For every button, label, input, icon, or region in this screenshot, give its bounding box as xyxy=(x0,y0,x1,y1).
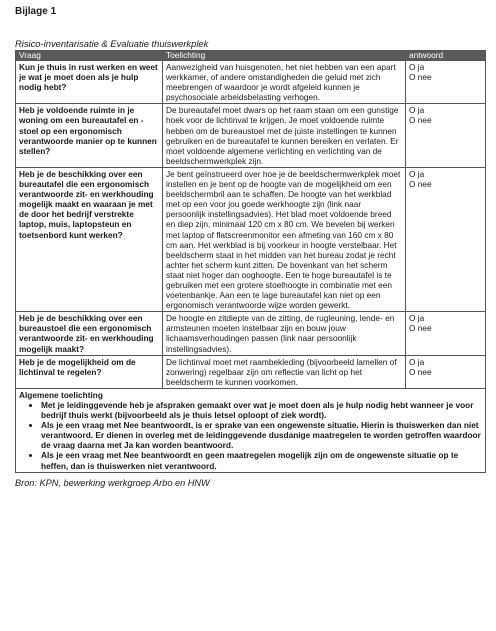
answer-cell xyxy=(406,167,486,311)
explanation-cell: Aanwezigheid van huisgenoten, het niet hebben van een apart werkkamer, of andere omstandigheden die geluid met zich meebrengen of waardoor je wordt afgeleid kunnen je psychosociale arbeidsbelasting verhogen. xyxy=(163,61,406,104)
table-row xyxy=(16,104,486,168)
answer-option-nee[interactable]: O nee xyxy=(409,366,432,377)
notes-title: Algemene toelichting xyxy=(19,389,103,400)
header-toelichting: Toelichting xyxy=(163,51,406,61)
explanation-cell: Je bent geïnstrueerd over hoe je de beeldschermwerkplek moet instellen en je bent op de hoogte van de mogelijkheid om een beeldschermbril aan te schaffen. De hoogte van het werkblad met op een voor jou goede werkhoogte zijn (link naar persoonlijk instellingsadvies). Het blad moet voldoende breed en diep zijn, minimaal 120 cm x 80 cm. We bevelen bij werken met laptop of flatscreenmonitor een afmeting van 160 cm x 80 cm aan. Het werkblad is bij voorkeur in hoogte verstelbaar. Het beeldscherm staat in het midden van het bureau zodat je recht achter het scherm kunt zitten. De bovenkant van het scherm staat niet hoger dan ooghoogte. Een te hoge bureautafel is te gebruiken met een grotere stoelhoogte in combinatie met een voetenbankje. Aan een te lage bureautafel kan niet op een ergonomisch verantwoorde wijze worden gewerkt. xyxy=(163,167,406,311)
answer-cell xyxy=(406,104,486,168)
page-heading: Bijlage 1 xyxy=(15,6,57,17)
general-notes-cell xyxy=(16,388,486,472)
explanation-cell: De lichtinval moet met raambekleding (bijvoorbeeld lamellen of zonwering) regelbaar zijn om reflectie van licht op het beeldscherm te kunnen voorkomen. xyxy=(163,355,406,388)
answer-cell xyxy=(406,312,486,355)
answer-option-ja[interactable]: O ja xyxy=(409,105,425,116)
notes-row xyxy=(16,388,486,472)
question-cell: Kun je thuis in rust werken en weet je wat je moet doen als je hulp nodig hebt? xyxy=(16,61,163,104)
source-note: Bron: KPN, bewerking werkgroep Arbo en HNW xyxy=(15,477,210,488)
note-item: • Als je een vraag met Nee beantwoordt en geen maatregelen mogelijk zijn om de ongewenste situatie op te heffen, dan is thuiswerken niet verantwoord. xyxy=(41,450,482,470)
answer-option-ja[interactable]: O ja xyxy=(409,62,425,72)
table-row xyxy=(16,355,486,388)
table-row xyxy=(16,167,486,311)
answer-option-ja[interactable]: O ja xyxy=(409,168,425,179)
table-row xyxy=(16,61,486,104)
answer-option-nee[interactable]: O nee xyxy=(409,115,432,126)
page xyxy=(15,6,485,489)
question-cell: Heb je de beschikking over een bureautafel die een ergonomisch verantwoorde zit- en werkhouding mogelijk maakt en waaraan je met de door het bedrijf verstrekte laptop, muis, laptopsteun en toetsenbord kunt werken? xyxy=(16,167,163,311)
answer-option-nee[interactable]: O nee xyxy=(409,72,432,83)
table-row xyxy=(16,312,486,355)
question-cell: Heb je de mogelijkheid om de lichtinval te regelen? xyxy=(16,355,163,388)
answer-option-nee[interactable]: O nee xyxy=(409,179,432,190)
risk-inventory-table xyxy=(15,50,486,473)
explanation-cell: De bureautafel moet dwars op het raam staan om een gunstige hoek voor de lichtinval te krijgen. Je moet voldoende ruimte hebben om de bureaustoel met de juiste instellingen te kunnen gebruiken en de bureautafel te kunnen bereiken en verlaten. Er moet voldoende algemene verlichting en verlichting van de beeldschermwerkplek zijn. xyxy=(163,104,406,168)
answer-option-ja[interactable]: O ja xyxy=(409,356,425,367)
notes-list xyxy=(19,400,482,471)
answer-cell xyxy=(406,61,486,104)
question-cell: Heb je de beschikking over een bureaustoel die een ergonomisch verantwoorde zit- en werkhouding mogelijk maakt? xyxy=(16,312,163,355)
document-subtitle: Risico-inventarisatie & Evaluatie thuiswerkplek xyxy=(15,38,209,49)
answer-option-ja[interactable]: O ja xyxy=(409,313,425,324)
answer-option-nee[interactable]: O nee xyxy=(409,323,432,334)
header-antwoord: antwoord xyxy=(406,51,486,61)
question-cell: Heb je voldoende ruimte in je woning om een bureautafel en -stoel op een ergonomisch verantwoorde manier op te kunnen stellen? xyxy=(16,104,163,168)
explanation-cell: De hoogte en zitdiepte van de zitting, de rugleuning, lende- en armsteunen moeten instelbaar zijn en bouw jouw lichaamsverhoudingen passen (link naar persoonlijk instellingsadvies). xyxy=(163,312,406,355)
answer-cell xyxy=(406,355,486,388)
table-header-row xyxy=(16,51,486,61)
note-item: • Met je leidinggevende heb je afspraken gemaakt over wat je moet doen als je hulp nodig hebt wanneer je voor bedrijf thuis werkt (bijvoorbeeld als je thuis letsel oploopt of ziek wordt). xyxy=(41,400,482,420)
header-vraag: Vraag xyxy=(16,51,163,61)
note-item: • Als je een vraag met Nee beantwoordt, is er sprake van een ongewenste situatie. Hierin is thuiswerken dan niet verantwoord. Er dienen in overleg met de leidinggevende dusdanige maatregelen te worden getroffen waardoor de vraag daarna met Ja kan worden beantwoord. xyxy=(41,420,482,450)
